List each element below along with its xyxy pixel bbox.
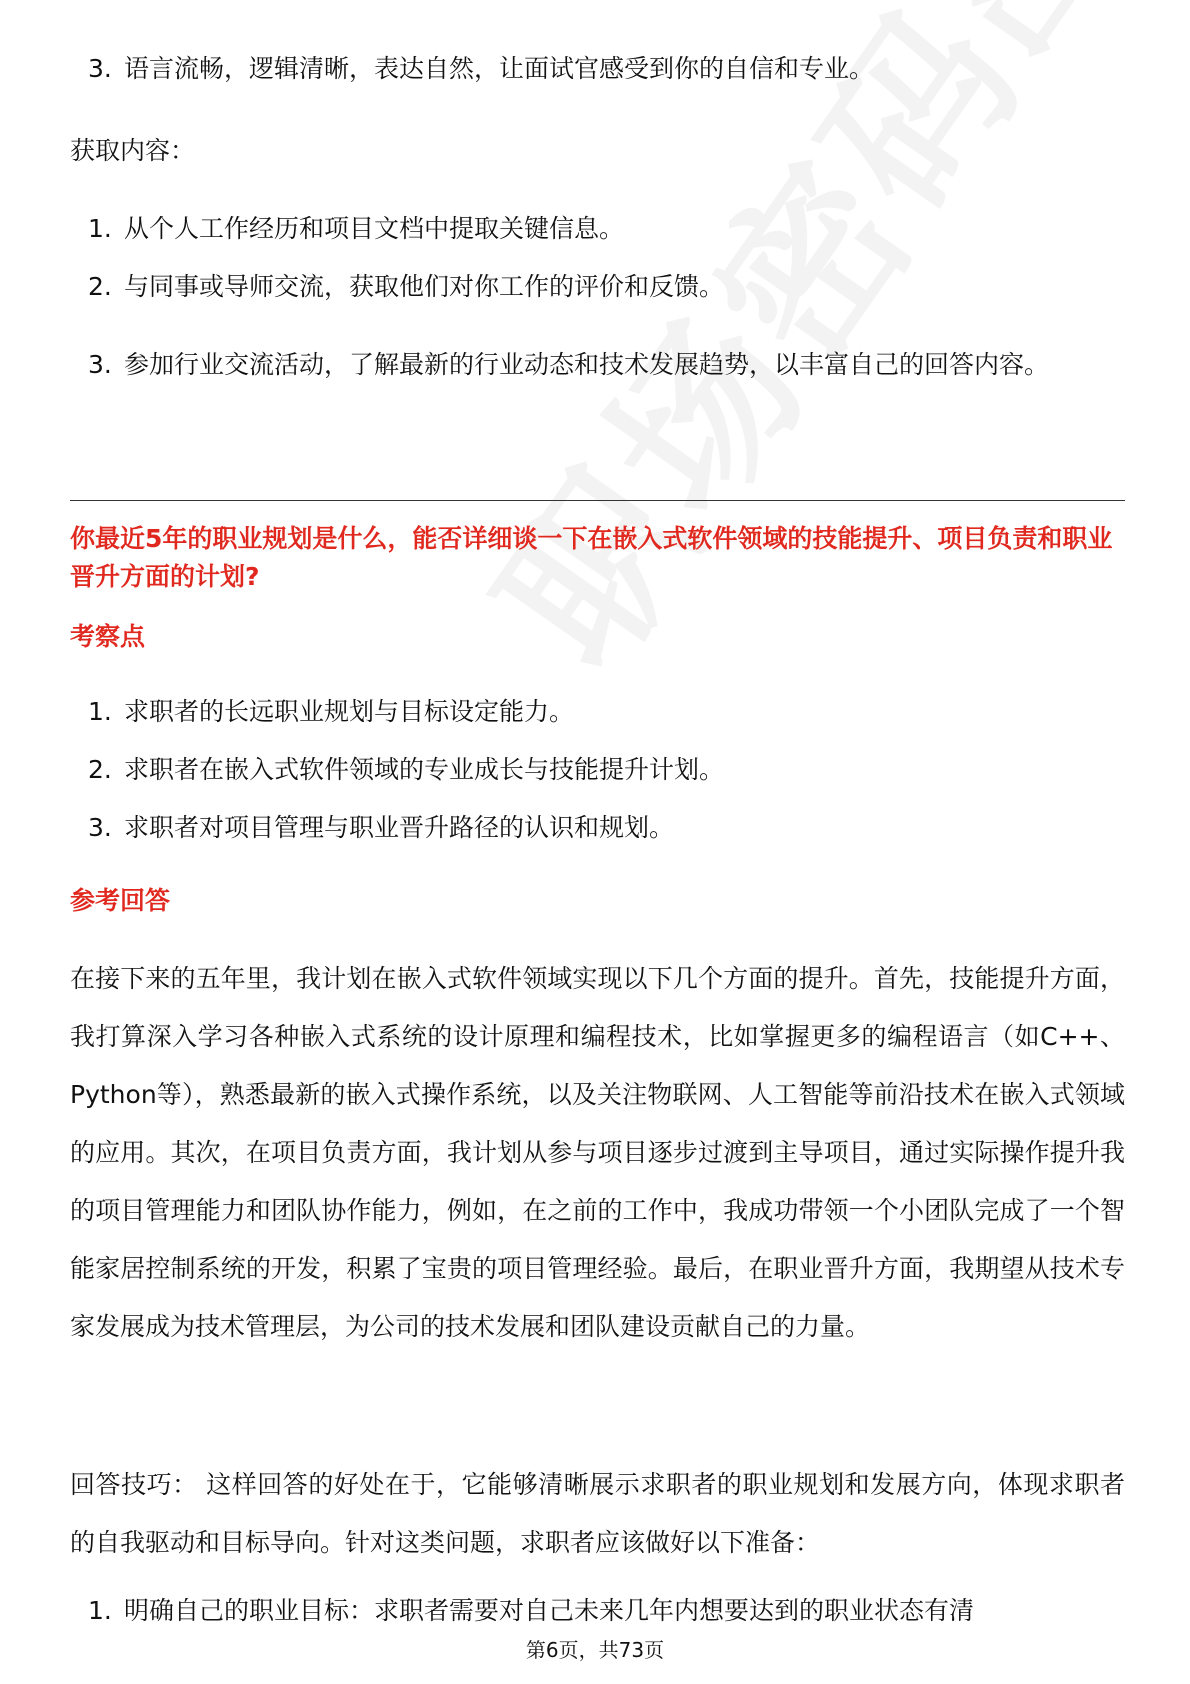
page-footer: 第6页，共73页 [525,1638,665,1662]
list-number: 3. [88,813,112,842]
list-text: 与同事或导师交流，获取他们对你工作的评价和反馈。 [124,272,725,301]
list-item [70,200,1120,258]
answer-paragraph: 在接下来的五年里，我计划在嵌入式软件领域实现以下几个方面的提升。首先，技能提升方面，我打算深入学习各种嵌入式系统的设计原理和编程技术，比如掌握更多的编程语言（如C++、Python等），熟悉最新的嵌入式操作系统，以及关注物联网、人工智能等前沿技术在嵌入式领域的应用。其次，在项目负责方面，我计划从参与项目逐步过渡到主导项目，通过实际操作提升我的项目管理能力和团队协作能力，例如，在之前的工作中，我成功带领一个小团队完成了一个智能家居控制系统的开发，积累了宝贵的项目管理经验。最后，在职业晋升方面，我期望从技术专家发展成为技术管理层，为公司的技术发展和团队建设贡献自己的力量。 [70,964,1125,1341]
list-item [70,799,1120,857]
list-number: 1. [88,1596,112,1625]
list-text: 明确自己的职业目标：求职者需要对自己未来几年内想要达到的职业状态有清 [124,1596,975,1625]
focus-title: 考察点 [70,622,146,651]
question-heading: 你最近5年的职业规划是什么，能否详细谈一下在嵌入式软件领域的技能提升、项目负责和职业晋升方面的计划? [70,524,1113,591]
list-text: 参加行业交流活动，了解最新的行业动态和技术发展趋势，以丰富自己的回答内容。 [124,350,1050,379]
list-item [70,741,1120,799]
list-item [70,683,1120,741]
section-divider [70,500,1125,501]
list-number: 2. [88,755,112,784]
list-text: 求职者在嵌入式软件领域的专业成长与技能提升计划。 [124,755,725,784]
list-number: 2. [88,272,112,301]
list-item [70,336,1125,394]
list-item [70,1587,1120,1635]
acquire-label: 获取内容： [70,136,196,165]
tips-paragraph: 回答技巧： 这样回答的好处在于，它能够清晰展示求职者的职业规划和发展方向，体现求职者的自我驱动和目标导向。针对这类问题，求职者应该做好以下准备： [70,1470,1125,1557]
list-number: 3. [88,54,112,83]
list-item [70,40,1120,98]
list-text: 求职者对项目管理与职业晋升路径的认识和规划。 [124,813,675,842]
list-text: 求职者的长远职业规划与目标设定能力。 [124,697,575,726]
list-number: 1. [88,697,112,726]
answer-title: 参考回答 [70,886,171,915]
list-number: 1. [88,214,112,243]
list-item [70,258,1120,316]
list-text: 从个人工作经历和项目文档中提取关键信息。 [124,214,625,243]
list-number: 3. [88,350,112,379]
list-text: 语言流畅，逻辑清晰，表达自然，让面试官感受到你的自信和专业。 [124,54,875,83]
